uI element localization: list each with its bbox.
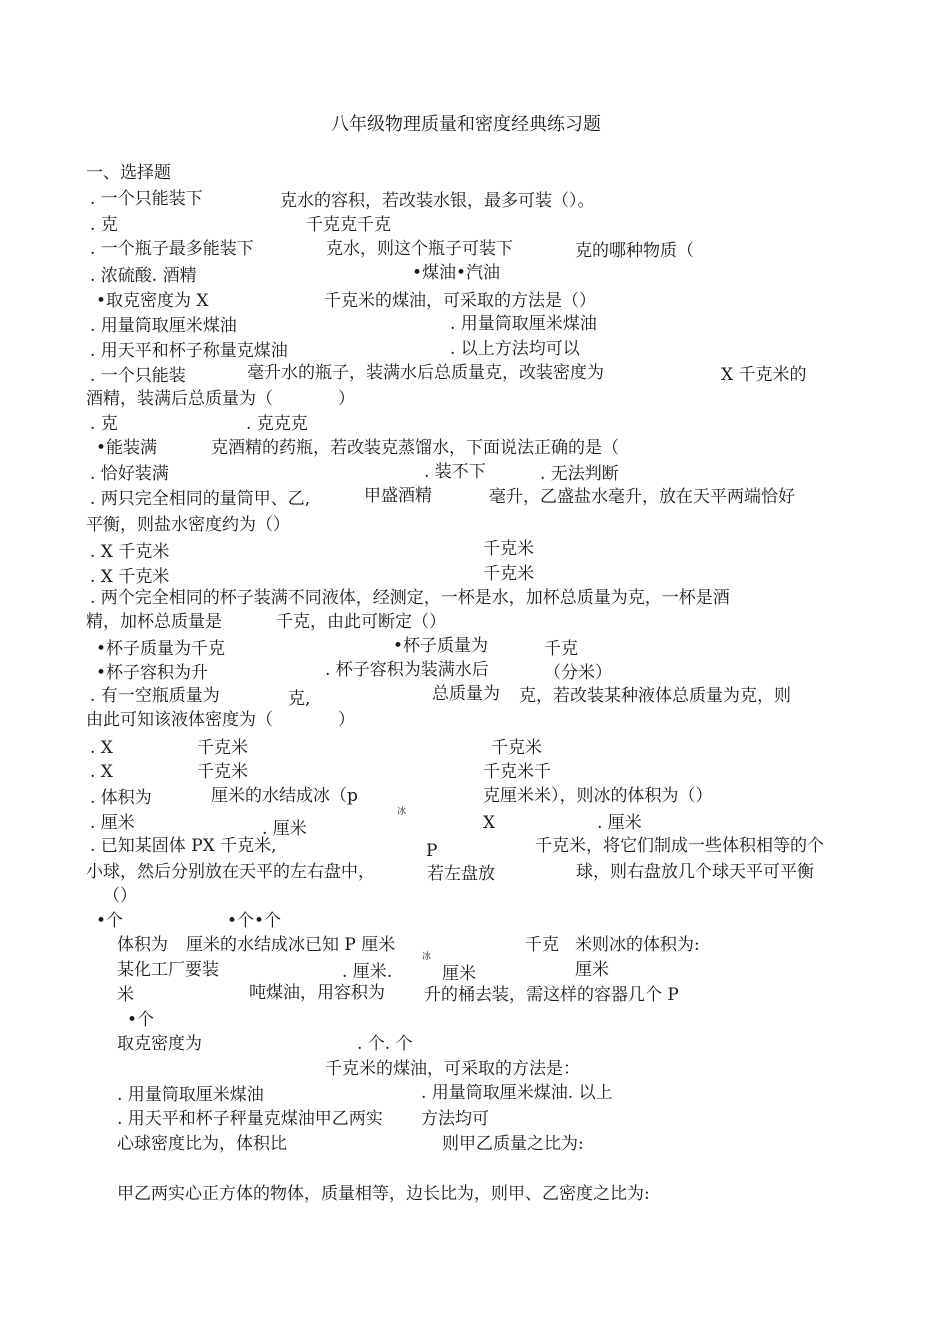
text-line: 千克，由此可断定（） (276, 612, 446, 632)
text-line: •个 (96, 911, 124, 931)
text-line: . 厘米. (342, 962, 393, 982)
text-line: . 用量筒取厘米煤油. 以上 (421, 1083, 613, 1103)
text-line: . X 千克米 (90, 542, 170, 562)
text-line: 球，则右盘放几个球天平可平衡 (576, 862, 814, 882)
text-line: 心球密度比为，体积比 (117, 1134, 287, 1154)
text-line: 厘米 (575, 960, 609, 980)
text-line: •个 (127, 1010, 155, 1030)
text-line: . 两只完全相同的量筒甲、乙, (90, 489, 311, 509)
text-line: . 有一空瓶质量为 (90, 686, 220, 706)
text-line: 千克米 (491, 738, 542, 758)
text-line: 千克米 (483, 564, 534, 584)
text-line: . 克 (90, 215, 118, 235)
text-line: 方法均可 (421, 1109, 489, 1129)
text-line: . 杯子容积为装满水后 (325, 660, 489, 680)
text-line: X (483, 813, 496, 833)
subscript-text: 冰 (422, 952, 432, 962)
text-line: 则甲乙质量之比为: (442, 1134, 584, 1154)
text-line: . 以上方法均可以 (450, 339, 580, 359)
text-line: . 用量筒取厘米煤油 (117, 1085, 264, 1105)
section-heading: 一、选择题 (86, 163, 171, 183)
text-line: 千克 (525, 935, 559, 955)
text-line: 米则冰的体积为: (575, 935, 700, 955)
text-line: 克水，则这个瓶子可装下 (326, 239, 513, 259)
text-line: 千克米的煤油，可采取的方法是： (325, 1059, 580, 1079)
text-line: 总质量为 (432, 684, 500, 704)
text-line: 千克米 (483, 539, 534, 559)
text-line: 千克 (544, 639, 578, 659)
text-line: 米 (117, 985, 134, 1005)
text-line: . 用天平和杯子称量克煤油 (90, 341, 288, 361)
text-line: . X (90, 738, 113, 758)
text-line: 克, (288, 689, 311, 709)
text-line: 吨煤油，用容积为 (249, 983, 385, 1003)
text-line: 精，加杯总质量是 (86, 612, 222, 632)
text-line: 克厘米米），则冰的体积为（） (483, 786, 713, 806)
text-line: . 无法判断 (540, 464, 619, 484)
text-line: •个•个 (227, 911, 282, 931)
text-line: •能装满 (96, 438, 158, 458)
text-line: . 厘米 (597, 813, 642, 833)
text-line: 小球，然后分别放在天平的左右盘中， (86, 862, 375, 882)
text-line: . 浓硫酸. 酒精 (90, 266, 197, 286)
text-line: 由此可知该液体密度为（ (86, 710, 273, 730)
text-line: . 用天平和杯子秤量克煤油甲乙两实 (117, 1109, 383, 1129)
text-line: 体积为 (117, 935, 168, 955)
text-line: •杯子容积为升 (96, 663, 209, 683)
text-line: 克酒精的药瓶，若改装克蒸馏水，下面说法正确的是（ (211, 438, 619, 458)
text-line: 克水的容积，若改装水银，最多可装（）。 (280, 191, 595, 211)
text-line: •取克密度为 X (96, 291, 209, 311)
text-line: 取克密度为 (117, 1034, 202, 1054)
text-line: 千克米的煤油，可采取的方法是（） (324, 291, 596, 311)
text-line: 千克米 (197, 738, 248, 758)
text-line: X 千克米的 (721, 365, 807, 385)
text-line: . 已知某固体 PX 千克米, (90, 836, 277, 856)
text-line: （） (103, 886, 137, 906)
text-line: . 用量筒取厘米煤油 (450, 314, 597, 334)
text-line: 某化工厂要装 (117, 960, 219, 980)
text-line: . X (90, 762, 113, 782)
text-line: . 装不下 (424, 462, 486, 482)
text-line: 千克米，将它们制成一些体积相等的个 (535, 836, 824, 856)
text-line: . 一个只能装下 (90, 189, 203, 209)
text-line: ） (338, 710, 355, 730)
text-line: . 个. 个 (357, 1034, 413, 1054)
text-line: 厘米 (442, 964, 476, 984)
text-line: . X 千克米 (90, 567, 170, 587)
text-line: 毫升水的瓶子，装满水后总质量克，改装密度为 (247, 363, 604, 383)
text-line: •煤油•汽油 (412, 263, 501, 283)
text-line: . 用量筒取厘米煤油 (90, 316, 237, 336)
text-line: 厘米的水结成冰（p (211, 786, 358, 806)
text-line: 厘米的水结成冰已知 P 厘米 (186, 935, 396, 955)
text-line: . 两个完全相同的杯子装满不同液体，经测定，一杯是水，加杯总质量为克，一杯是酒 (90, 588, 730, 608)
text-line: . 克克克 (246, 414, 308, 434)
text-line: . 一个瓶子最多能装下 (90, 239, 254, 259)
text-line: 甲盛酒精 (364, 486, 432, 506)
text-line: . 克 (90, 414, 118, 434)
subscript-text: 冰 (397, 807, 407, 817)
text-line: . 厘米 (262, 819, 307, 839)
text-line: . 体积为 (90, 788, 152, 808)
text-line: . 一个只能装 (90, 366, 186, 386)
text-line: ） (338, 389, 355, 409)
text-line: . 恰好装满 (90, 464, 169, 484)
text-line: （分米） (544, 663, 612, 683)
text-line: 酒精，装满后总质量为（ (86, 389, 273, 409)
text-line: 毫升，乙盛盐水毫升，放在天平两端恰好 (489, 487, 795, 507)
text-line: 克，若改装某种液体总质量为克，则 (519, 686, 791, 706)
text-line: 升的桶去装，需这样的容器几个 P (424, 985, 679, 1005)
text-line: 若左盘放 (427, 864, 495, 884)
text-line: 千克克千克 (306, 215, 391, 235)
text-line: 千克米千 (483, 762, 551, 782)
text-line: •杯子质量为 (393, 636, 489, 656)
text-line: •杯子质量为千克 (96, 639, 226, 659)
text-line: 克的哪种物质（ (575, 241, 694, 261)
text-line: 平衡，则盐水密度约为（） (86, 515, 290, 535)
text-line: P (426, 841, 438, 861)
text-line: . 厘米 (90, 813, 135, 833)
text-line: 千克米 (197, 762, 248, 782)
document-title: 八年级物理质量和密度经典练习题 (331, 114, 601, 135)
text-line: 甲乙两实心正方体的物体，质量相等，边长比为，则甲、乙密度之比为: (117, 1184, 650, 1204)
